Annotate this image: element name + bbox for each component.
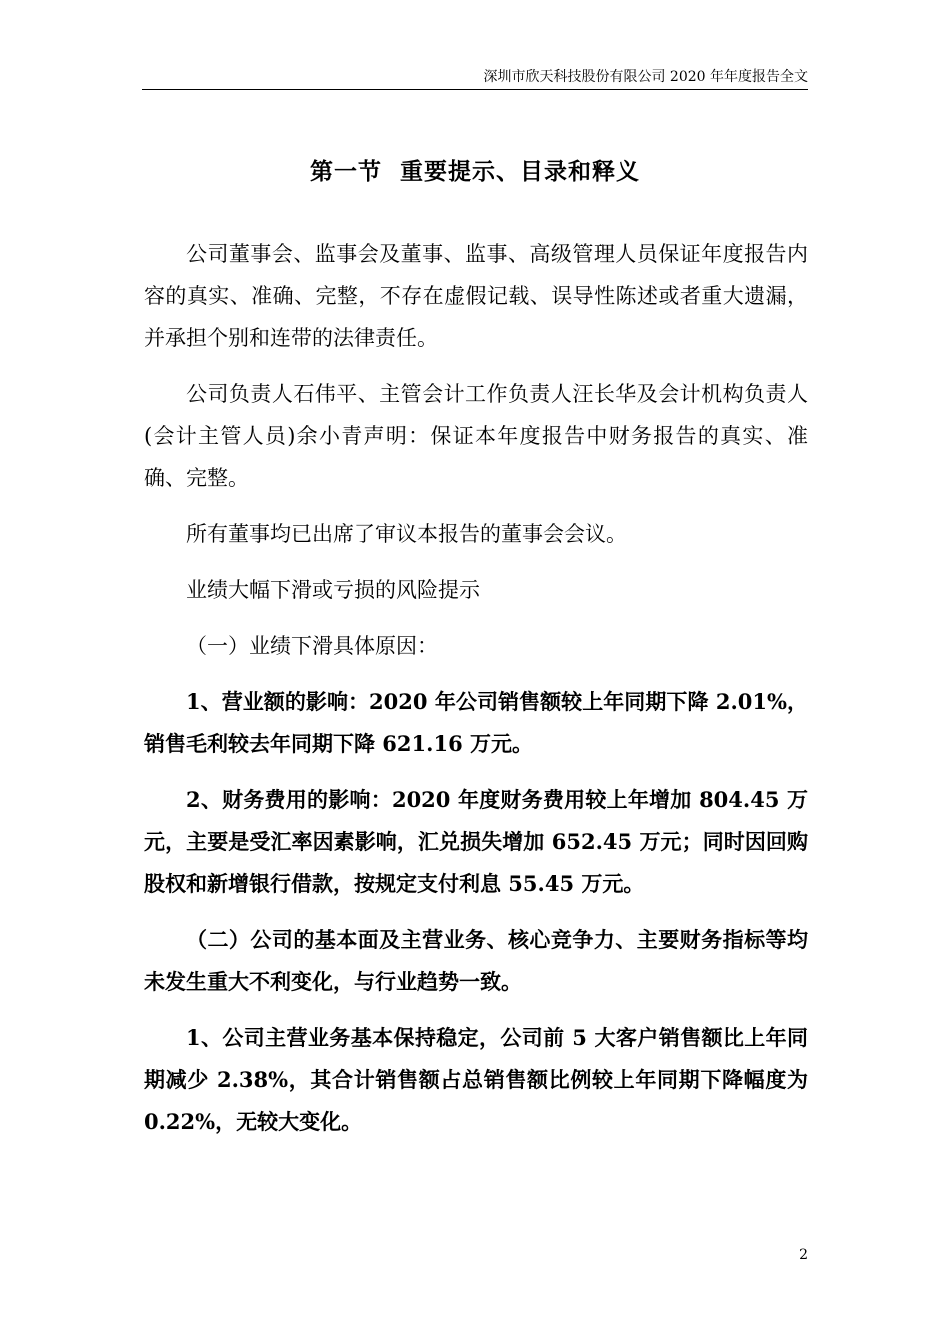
page-number: 2 <box>799 1247 808 1263</box>
paragraph-directors-attendance: 所有董事均已出席了审议本报告的董事会会议。 <box>186 522 627 546</box>
header-rule <box>142 89 808 90</box>
paragraph-revenue-impact: 1、营业额的影响：2020 年公司销售额较上年同期下降 2.01%，销售毛利较去年同期下降 621.16 万元。 <box>144 689 808 756</box>
paragraph-executive-statement: 公司负责人石伟平、主管会计工作负责人汪长华及会计机构负责人(会计主管人员)余小青声明：保证本年度报告中财务报告的真实、准确、完整。 <box>144 382 808 490</box>
paragraph-board-guarantee: 公司董事会、监事会及董事、监事、高级管理人员保证年度报告内容的真实、准确、完整，不存在虚假记载、误导性陈述或者重大遗漏，并承担个别和连带的法律责任。 <box>144 242 808 350</box>
paragraph-fundamentals-heading: （二）公司的基本面及主营业务、核心竞争力、主要财务指标等均未发生重大不利变化，与行业趋势一致。 <box>144 927 808 994</box>
paragraph-decline-reasons-heading: （一）业绩下滑具体原因： <box>186 634 438 658</box>
paragraph-risk-heading: 业绩大幅下滑或亏损的风险提示 <box>186 578 480 602</box>
paragraph-financial-expense-impact: 2、财务费用的影响：2020 年度财务费用较上年增加 804.45 万元，主要是受汇率因素影响，汇兑损失增加 652.45 万元；同时因回购股权和新增银行借款，按规定支付利息 55.45 万元。 <box>144 787 808 896</box>
running-header: 深圳市欣天科技股份有限公司 2020 年年度报告全文 <box>483 69 808 85</box>
paragraph-main-business-stable: 1、公司主营业务基本保持稳定，公司前 5 大客户销售额比上年同期减少 2.38%，其合计销售额占总销售额比例较上年同期下降幅度为 0.22%，无较大变化。 <box>144 1025 808 1134</box>
body-text <box>144 233 808 1157</box>
section-title: 第一节 重要提示、目录和释义 <box>309 158 640 185</box>
